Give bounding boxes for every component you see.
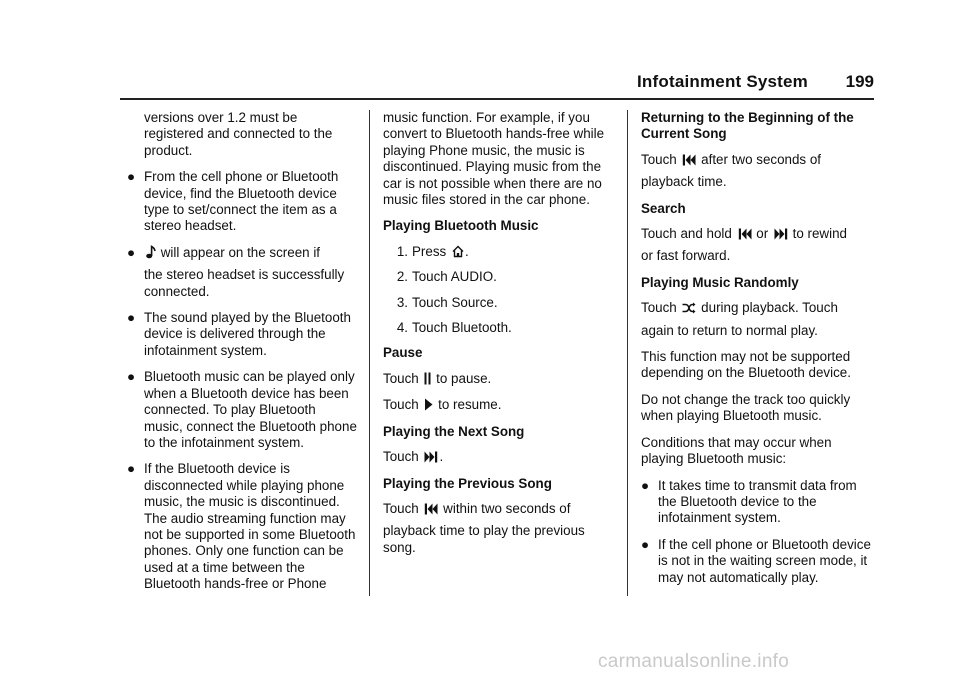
previous-track-icon <box>424 503 438 515</box>
bullet: ● <box>127 461 136 477</box>
paragraph <box>641 152 875 168</box>
heading-playing-music-randomly: Playing Music Randomly <box>641 274 799 290</box>
bullet-text: It takes time to transmit data from the Bluetooth device to the infotainment system. <box>658 477 857 526</box>
paragraph: This function may not be supported depending on the Bluetooth device. <box>641 349 851 381</box>
text: after two seconds of <box>697 151 822 167</box>
paragraph: music function. For example, if you convert to Bluetooth hands-free while playing Phone music, the music is discontinued. Playing music from the car is not possible when there are no music files stored in the car phone. <box>383 110 605 208</box>
home-icon <box>452 245 464 258</box>
pause-icon <box>424 372 431 385</box>
paragraph <box>641 226 875 242</box>
bullet: ● <box>641 477 650 493</box>
paragraph <box>383 501 621 517</box>
next-track-icon <box>774 228 788 240</box>
text: Touch <box>383 397 423 413</box>
paragraph: versions over 1.2 must be registered and connected to the product. <box>144 110 333 158</box>
bullet-item <box>127 461 357 592</box>
text: Touch <box>383 500 423 516</box>
music-note-icon <box>146 245 156 259</box>
step-item <box>383 269 621 285</box>
bullet-item <box>641 537 875 586</box>
paragraph <box>383 449 621 465</box>
watermark: carmanualsonline.info <box>598 651 790 672</box>
text: Touch <box>641 151 681 167</box>
paragraph: Do not change the track too quickly when playing Bluetooth music. <box>641 391 851 424</box>
bullet-item <box>127 310 357 359</box>
shuffle-icon <box>682 302 696 314</box>
bullet-item <box>127 169 357 235</box>
paragraph: again to return to normal play. <box>641 322 818 338</box>
text: during playback. Touch <box>697 300 838 316</box>
paragraph <box>641 300 875 316</box>
page-header <box>120 72 874 94</box>
text: to rewind <box>788 226 847 242</box>
bullet-text: From the cell phone or Bluetooth device, find the Bluetooth device type to set/connect the item as a stereo headset. <box>144 169 339 234</box>
column-1 <box>127 110 357 603</box>
heading-search: Search <box>641 200 686 216</box>
heading-playing-next-song: Playing the Next Song <box>383 423 525 439</box>
bullet: ● <box>127 369 136 385</box>
heading-returning-to-beginning: Returning to the Beginning of the Current Song <box>641 110 854 142</box>
paragraph: playback time. <box>641 174 727 190</box>
column-3 <box>641 110 875 596</box>
paragraph: Conditions that may occur when playing Bluetooth music: <box>641 434 832 467</box>
bullet-item <box>127 245 357 300</box>
step-text: Touch Source. <box>412 294 498 310</box>
step-text: . <box>464 243 469 259</box>
heading-pause: Pause <box>383 345 423 361</box>
step-item <box>383 320 621 336</box>
step-text: Touch Bluetooth. <box>412 320 512 336</box>
paragraph: playback time to play the previous song. <box>383 523 585 555</box>
heading-playing-bluetooth-music: Playing Bluetooth Music <box>383 218 539 234</box>
step-number: 2. <box>396 269 408 285</box>
bullet-item <box>641 478 875 527</box>
bullet-text: If the Bluetooth device is disconnected while playing phone music, the music is discontinued. The audio streaming function may not be supported in some Bluetooth phones. Only one function can be used at a time between the Bluetooth hands-free or Phone <box>144 461 356 592</box>
page-number: 199 <box>845 72 874 91</box>
text: or <box>752 226 772 242</box>
bullet-text: Bluetooth music can be played only when a Bluetooth device has been connected. To play Bluetooth music, connect the Bluetooth phone to the infotainment system. <box>144 369 357 450</box>
section-title: Infotainment System <box>637 72 808 91</box>
previous-track-icon <box>682 154 696 166</box>
step-number: 1. <box>396 243 408 259</box>
bullet-text: the stereo headset is successfully connected. <box>144 267 345 299</box>
paragraph <box>383 397 621 413</box>
step-item <box>383 295 621 311</box>
step-text: Press <box>412 243 450 259</box>
bullet-text: If the cell phone or Bluetooth device is not in the waiting screen mode, it may not automatically play. <box>658 536 871 585</box>
heading-playing-previous-song: Playing the Previous Song <box>383 475 552 491</box>
bullet: ● <box>127 169 136 185</box>
text: Touch <box>383 370 423 386</box>
step-text: Touch AUDIO. <box>412 269 497 285</box>
next-track-icon <box>424 451 438 463</box>
step-number: 4. <box>396 320 408 336</box>
text: to pause. <box>432 370 492 386</box>
paragraph: or fast forward. <box>641 248 731 264</box>
bullet-item <box>127 369 357 451</box>
text: within two seconds of <box>439 500 571 516</box>
text: to resume. <box>434 397 502 413</box>
text: Touch <box>383 449 423 465</box>
previous-track-icon <box>738 228 752 240</box>
bullet: ● <box>127 310 136 326</box>
column-divider <box>627 110 628 596</box>
play-icon <box>424 398 433 411</box>
paragraph <box>383 371 621 387</box>
bullet-text: The sound played by the Bluetooth device is delivered through the infotainment system. <box>144 310 351 358</box>
text: . <box>439 449 444 465</box>
step-number: 3. <box>396 294 408 310</box>
header-rule <box>120 98 874 100</box>
step-item <box>383 244 621 260</box>
column-2 <box>383 110 621 566</box>
bullet-text: will appear on the screen if <box>157 244 321 260</box>
text: Touch <box>641 300 681 316</box>
text: Touch and hold <box>641 226 736 242</box>
bullet: ● <box>641 536 650 552</box>
bullet: ● <box>127 244 136 260</box>
column-divider <box>369 110 370 596</box>
